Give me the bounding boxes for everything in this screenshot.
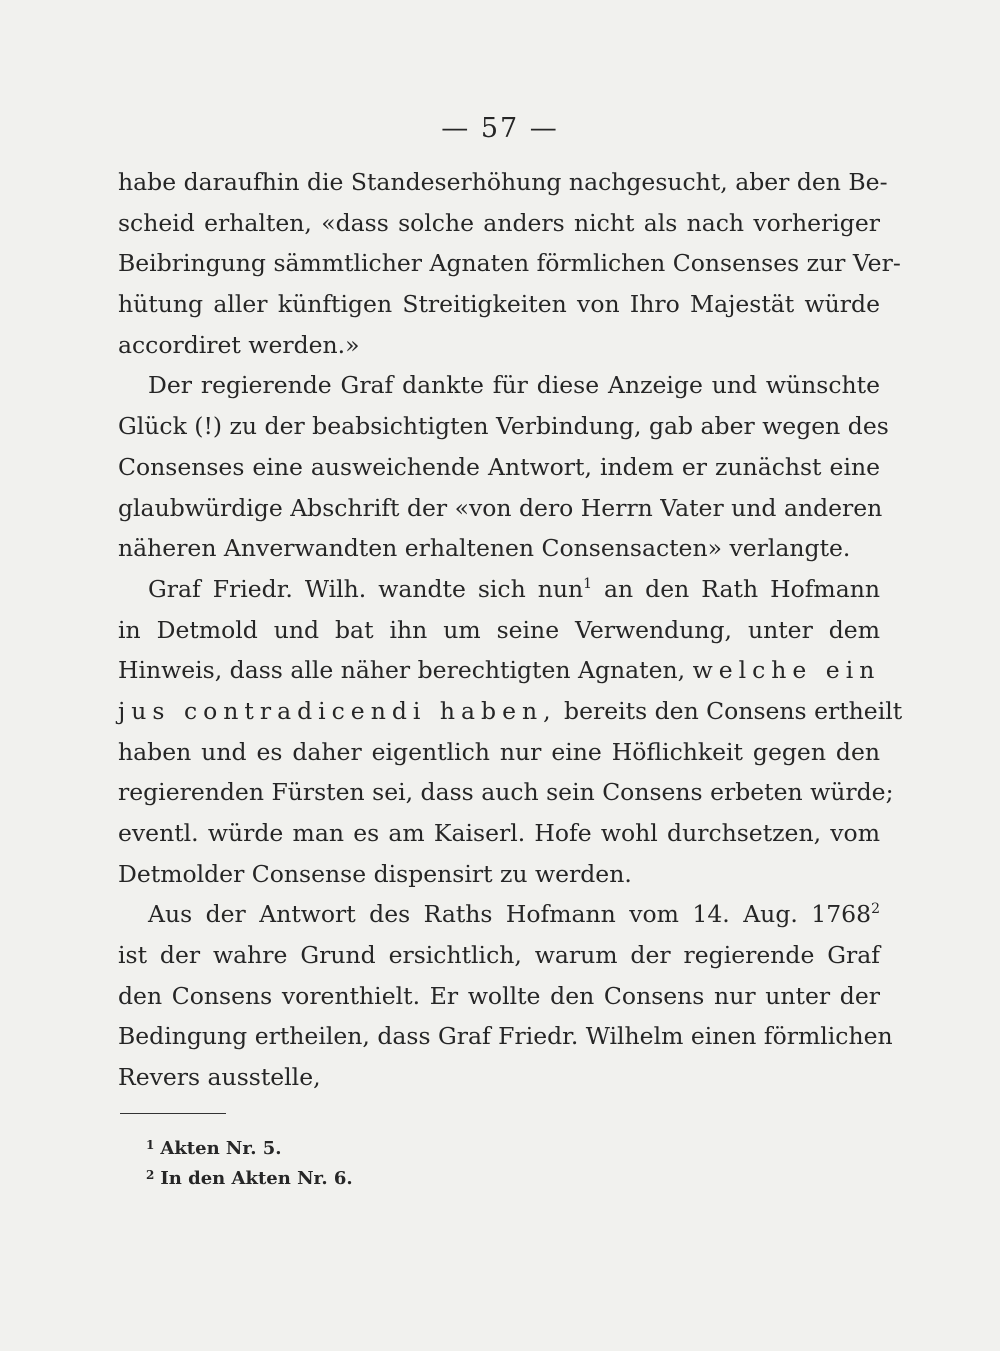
emphasized-text: jus contradicendi haben,	[118, 696, 557, 725]
text-line: Beibringung sämmtlicher Agnaten förmlichen Consenses zur Ver-	[118, 249, 901, 278]
text-line: näheren Anverwandten erhaltenen Consensacten» verlangte.	[118, 534, 851, 563]
footnote-reference: 1	[583, 575, 593, 592]
footnote-mark: 1	[146, 1138, 155, 1152]
text-line: scheid erhalten, «dass solche anders nicht als nach vorheriger	[118, 208, 880, 237]
body-text	[118, 162, 903, 1098]
text-line: den Consens vorenthielt. Er wollte den Consens nur unter der	[118, 981, 880, 1010]
text-line	[118, 894, 880, 935]
text-line: Detmolder Consense dispensirt zu werden.	[118, 859, 632, 888]
text-line: regierenden Fürsten sei, dass auch sein Consens erbeten würde;	[118, 778, 894, 807]
text-line	[118, 650, 880, 691]
text-line: hütung aller künftigen Streitigkeiten von Ihro Majestät würde	[118, 290, 880, 319]
text-segment: Graf Friedr. Wilh. wandte sich nun	[148, 574, 584, 603]
footnote-reference: 2	[871, 901, 880, 918]
text-line: Der regierende Graf dankte für diese Anzeige und wünschte	[148, 371, 880, 400]
text-line: habe daraufhin die Standeserhöhung nachgesucht, aber den Be-	[118, 168, 888, 196]
footnote-text: In den Akten Nr. 6.	[160, 1168, 353, 1189]
text-segment: bereits den Consens ertheilt	[556, 696, 903, 725]
emphasized-text: welche ein	[692, 656, 881, 685]
footnote-mark: 2	[146, 1168, 155, 1182]
text-line: Glück (!) zu der beabsichtigten Verbindung, gab aber wegen des	[118, 412, 889, 441]
page-number: — 57 —	[441, 113, 559, 144]
text-segment: Aus der Antwort des Raths Hofmann vom 14. Aug. 1768	[148, 900, 872, 929]
footnote	[146, 1134, 353, 1164]
footnotes	[146, 1134, 353, 1194]
text-line: in Detmold und bat ihn um seine Verwendung, unter dem	[118, 615, 880, 644]
text-line: Bedingung ertheilen, dass Graf Friedr. Wilhelm einen förmlichen	[118, 1022, 893, 1051]
footnote-text: Akten Nr. 5.	[160, 1138, 282, 1159]
text-line: eventl. würde man es am Kaiserl. Hofe wohl durchsetzen, vom	[118, 819, 880, 847]
text-line: Consenses eine ausweichende Antwort, indem er zunächst eine	[118, 452, 880, 481]
text-line	[118, 691, 903, 732]
text-line: glaubwürdige Abschrift der «von dero Herrn Vater und anderen	[118, 493, 883, 522]
text-line: accordiret werden.»	[118, 330, 360, 359]
text-segment: Hinweis, dass alle näher berechtigten Agnaten,	[118, 656, 693, 685]
footnote	[146, 1164, 353, 1194]
text-line: haben und es daher eigentlich nur eine Höflichkeit gegen den	[118, 737, 880, 766]
text-line: ist der wahre Grund ersichtlich, warum der regierende Graf	[118, 941, 880, 970]
text-line: Revers ausstelle,	[118, 1063, 321, 1092]
footnote-divider	[120, 1113, 226, 1114]
text-segment: an den Rath Hofmann	[592, 574, 880, 603]
text-line	[118, 569, 880, 610]
